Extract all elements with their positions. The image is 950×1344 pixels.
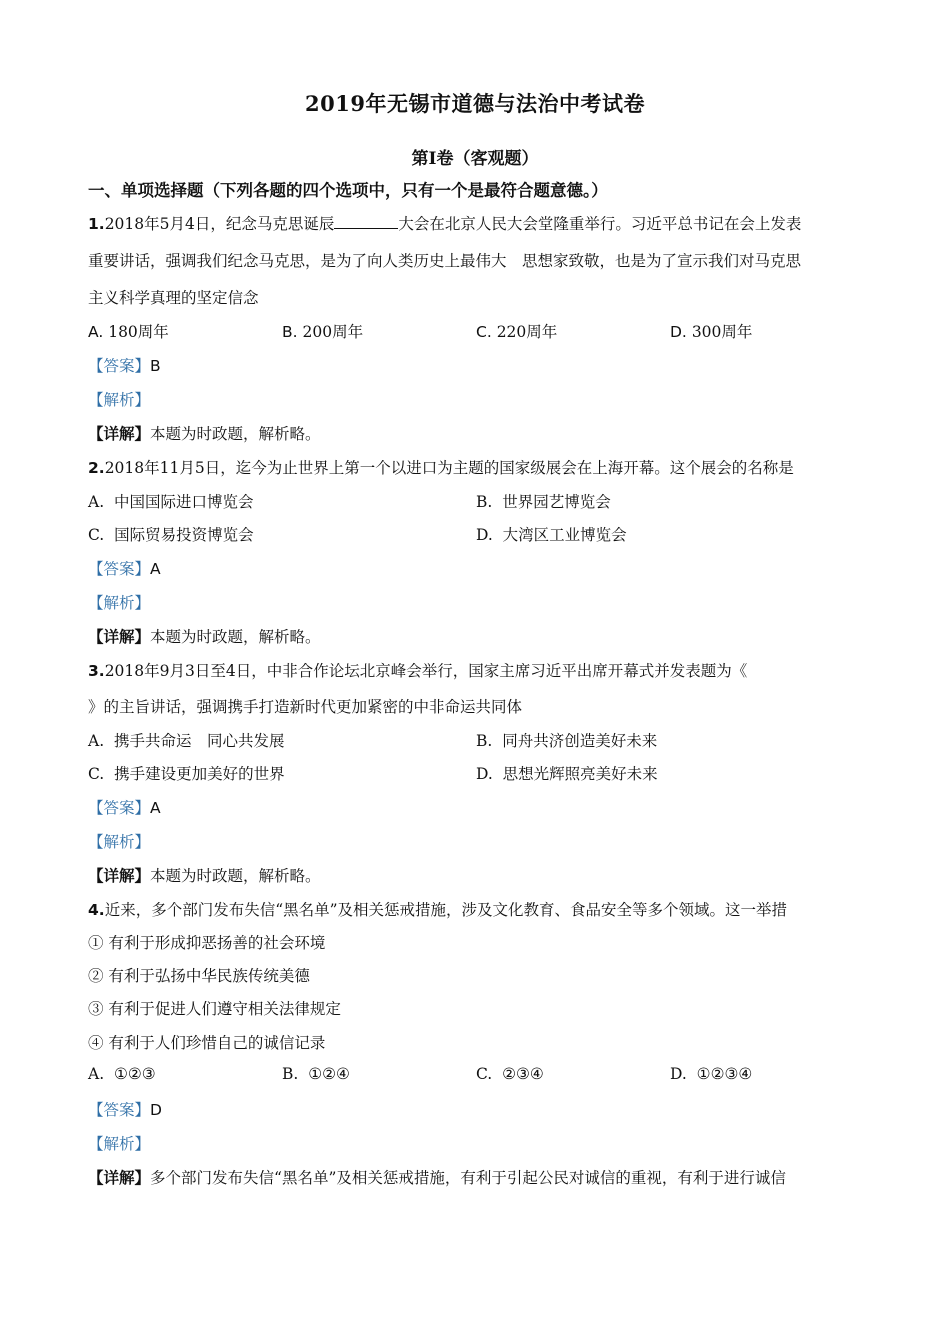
q3-analysis: 【解析】 [88,833,151,851]
q4-item-3: ③ 有利于促进人们遵守相关法律规定 [88,1000,341,1018]
q4-item-4: ④ 有利于人们珍惜自己的诚信记录 [88,1034,326,1052]
q4-analysis: 【解析】 [88,1135,151,1153]
q1-text-a: 2018年5月4日，纪念马克思诞辰 [104,215,335,233]
q4-answer: 【答案】D [88,1101,162,1119]
q2-analysis: 【解析】 [88,594,151,612]
q2-option-c: C. 国际贸易投资博览会 [88,526,254,544]
q4-item-1: ① 有利于形成抑恶扬善的社会环境 [88,934,326,952]
page-title: 2019年无锡市道德与法治中考试卷 [305,91,645,116]
q2-stem-line1: 2.2018年11月5日，迄今为止世界上第一个以进口为主题的国家级展会在上海开幕。这个展会的名称是 [88,459,794,477]
q4-option-a: A. ①②③ [88,1065,156,1083]
q1-number: 1. [88,215,105,233]
q4-detail: 【详解】多个部门发布失信“黑名单”及相关惩戒措施，有利于引起公民对诚信的重视，有利于进行诚信 [88,1169,786,1187]
q1-option-b: B. 200周年 [282,323,364,341]
q4-item-2: ② 有利于弘扬中华民族传统美德 [88,967,310,985]
part-subtitle: 第Ⅰ卷（客观题） [411,149,539,169]
q3-option-b: B. 同舟共济创造美好未来 [476,732,658,750]
q2-option-d: D. 大湾区工业博览会 [476,526,627,544]
q1-analysis: 【解析】 [88,391,151,409]
q4-stem-line1: 4.近来，多个部门发布失信“黑名单”及相关惩戒措施，涉及文化教育、食品安全等多个领域。这一举措 [88,901,788,919]
q4-number: 4. [88,901,105,919]
q3-stem-line2: 》的主旨讲话，强调携手打造新时代更加紧密的中非命运共同体 [88,698,523,716]
q4-option-c: C. ②③④ [476,1065,544,1083]
q2-answer: 【答案】A [88,560,161,578]
q3-option-d: D. 思想光辉照亮美好未来 [476,765,658,783]
q1-option-c: C. 220周年 [476,323,558,341]
q1-option-a: A. 180周年 [88,323,169,341]
q3-option-a: A. 携手共命运 同心共发展 [88,732,285,750]
q1-text-b: 大会在北京人民大会堂隆重举行。习近平总书记在会上发表 [398,215,802,233]
q4-option-b: B. ①②④ [282,1065,350,1083]
q1-stem-line2: 重要讲话，强调我们纪念马克思，是为了向人类历史上最伟大 思想家致敬，也是为了宣示我们对马克思 [88,252,802,270]
q1-stem-line3: 主义科学真理的坚定信念 [88,289,259,307]
q3-stem-line1: 3.2018年9月3日至4日，中非合作论坛北京峰会举行，国家主席习近平出席开幕式并发表题为《 [88,662,748,680]
section-heading: 一、单项选择题（下列各题的四个选项中，只有一个是最符合题意德。） [88,181,608,200]
q2-detail: 【详解】本题为时政题，解析略。 [88,628,321,646]
q1-option-d: D. 300周年 [670,323,753,341]
q3-option-c: C. 携手建设更加美好的世界 [88,765,285,783]
q2-number: 2. [88,459,105,477]
q1-blank [334,214,398,229]
q1-detail: 【详解】本题为时政题，解析略。 [88,425,321,443]
q4-option-d: D. ①②③④ [670,1065,753,1083]
q2-option-a: A. 中国国际进口博览会 [88,493,254,511]
q3-number: 3. [88,662,105,680]
q3-answer: 【答案】A [88,799,161,817]
q2-option-b: B. 世界园艺博览会 [476,493,611,511]
q3-detail: 【详解】本题为时政题，解析略。 [88,867,321,885]
q1-answer: 【答案】B [88,357,161,375]
q1-stem-line1 [88,212,801,234]
